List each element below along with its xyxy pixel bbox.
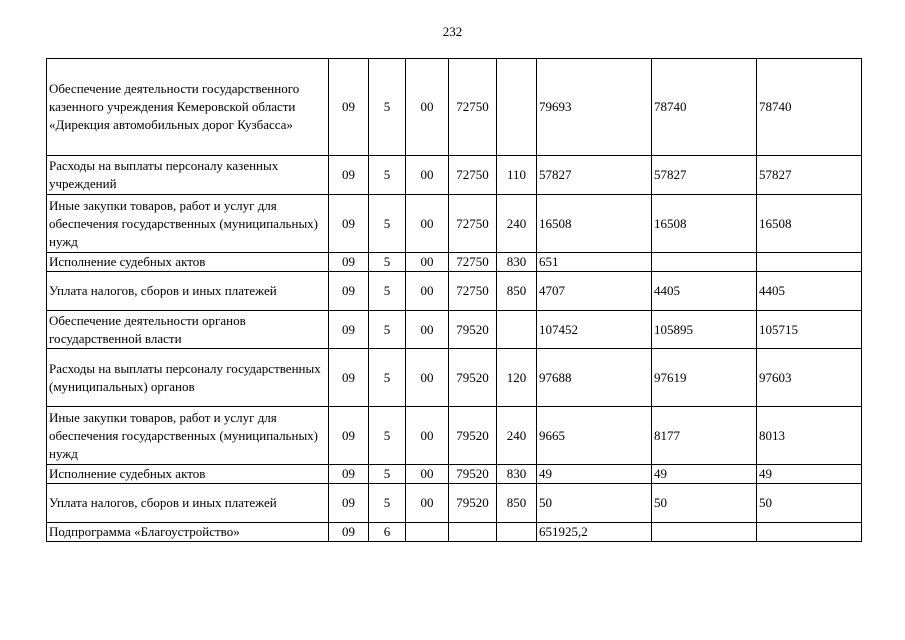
row-name: Иные закупки товаров, работ и услуг для обеспечения государственных (муниципальных) нужд <box>47 195 329 253</box>
subprogram-code: 00 <box>406 156 449 195</box>
section-code: 09 <box>329 272 369 311</box>
section-code: 09 <box>329 253 369 272</box>
page-number: 232 <box>442 24 463 39</box>
table-row <box>47 407 862 465</box>
section-code: 09 <box>329 523 369 542</box>
section-code: 09 <box>329 156 369 195</box>
expense-type-code <box>497 311 537 349</box>
row-name: Уплата налогов, сборов и иных платежей <box>47 272 329 311</box>
amount-year-2: 105895 <box>652 311 757 349</box>
subprogram-code: 00 <box>406 484 449 523</box>
direction-code: 79520 <box>449 311 497 349</box>
amount-year-2: 8177 <box>652 407 757 465</box>
program-code: 5 <box>369 465 406 484</box>
amount-year-3: 50 <box>757 484 862 523</box>
amount-year-3: 49 <box>757 465 862 484</box>
amount-year-2: 16508 <box>652 195 757 253</box>
amount-year-3: 78740 <box>757 59 862 156</box>
section-code: 09 <box>329 195 369 253</box>
subprogram-code: 00 <box>406 59 449 156</box>
section-code: 09 <box>329 349 369 407</box>
amount-year-3 <box>757 523 862 542</box>
direction-code: 72750 <box>449 156 497 195</box>
section-code: 09 <box>329 311 369 349</box>
amount-year-3: 57827 <box>757 156 862 195</box>
direction-code: 79520 <box>449 484 497 523</box>
table-row <box>47 156 862 195</box>
amount-year-2: 78740 <box>652 59 757 156</box>
section-code: 09 <box>329 59 369 156</box>
program-code: 5 <box>369 484 406 523</box>
program-code: 5 <box>369 59 406 156</box>
amount-year-1: 49 <box>537 465 652 484</box>
amount-year-1: 50 <box>537 484 652 523</box>
program-code: 5 <box>369 156 406 195</box>
direction-code: 79520 <box>449 407 497 465</box>
table-row <box>47 253 862 272</box>
subprogram-code: 00 <box>406 465 449 484</box>
row-name: Уплата налогов, сборов и иных платежей <box>47 484 329 523</box>
amount-year-2: 57827 <box>652 156 757 195</box>
expense-type-code: 830 <box>497 465 537 484</box>
amount-year-1: 107452 <box>537 311 652 349</box>
amount-year-3 <box>757 253 862 272</box>
amount-year-2: 49 <box>652 465 757 484</box>
expense-type-code: 830 <box>497 253 537 272</box>
section-code: 09 <box>329 465 369 484</box>
section-code: 09 <box>329 484 369 523</box>
direction-code <box>449 523 497 542</box>
expense-type-code: 850 <box>497 484 537 523</box>
row-name: Расходы на выплаты персоналу казенных учреждений <box>47 156 329 195</box>
direction-code: 72750 <box>449 253 497 272</box>
table-row <box>47 272 862 311</box>
amount-year-2: 97619 <box>652 349 757 407</box>
table-row <box>47 311 862 349</box>
table-row <box>47 349 862 407</box>
amount-year-1: 79693 <box>537 59 652 156</box>
program-code: 5 <box>369 253 406 272</box>
amount-year-1: 97688 <box>537 349 652 407</box>
program-code: 6 <box>369 523 406 542</box>
amount-year-3: 105715 <box>757 311 862 349</box>
amount-year-3: 97603 <box>757 349 862 407</box>
budget-table <box>46 58 862 542</box>
expense-type-code <box>497 59 537 156</box>
expense-type-code: 850 <box>497 272 537 311</box>
amount-year-2: 50 <box>652 484 757 523</box>
subprogram-code: 00 <box>406 195 449 253</box>
row-name: Обеспечение деятельности государственного казенного учреждения Кемеровской области «Дирекция автомобильных дорог Кузбасса» <box>47 59 329 156</box>
expense-type-code: 120 <box>497 349 537 407</box>
expense-type-code: 240 <box>497 407 537 465</box>
amount-year-1: 57827 <box>537 156 652 195</box>
row-name: Иные закупки товаров, работ и услуг для обеспечения государственных (муниципальных) нужд <box>47 407 329 465</box>
subprogram-code <box>406 523 449 542</box>
amount-year-1: 651 <box>537 253 652 272</box>
expense-type-code: 240 <box>497 195 537 253</box>
table-row <box>47 195 862 253</box>
amount-year-1: 16508 <box>537 195 652 253</box>
direction-code: 79520 <box>449 349 497 407</box>
table-row <box>47 465 862 484</box>
program-code: 5 <box>369 407 406 465</box>
program-code: 5 <box>369 195 406 253</box>
table-row <box>47 523 862 542</box>
subprogram-code: 00 <box>406 349 449 407</box>
program-code: 5 <box>369 311 406 349</box>
table-row <box>47 59 862 156</box>
program-code: 5 <box>369 349 406 407</box>
subprogram-code: 00 <box>406 253 449 272</box>
table-row <box>47 484 862 523</box>
direction-code: 79520 <box>449 465 497 484</box>
row-name: Исполнение судебных актов <box>47 253 329 272</box>
amount-year-1: 9665 <box>537 407 652 465</box>
amount-year-2: 4405 <box>652 272 757 311</box>
section-code: 09 <box>329 407 369 465</box>
amount-year-1: 4707 <box>537 272 652 311</box>
amount-year-2 <box>652 523 757 542</box>
amount-year-3: 16508 <box>757 195 862 253</box>
row-name: Расходы на выплаты персоналу государственных (муниципальных) органов <box>47 349 329 407</box>
subprogram-code: 00 <box>406 272 449 311</box>
expense-type-code: 110 <box>497 156 537 195</box>
amount-year-2 <box>652 253 757 272</box>
program-code: 5 <box>369 272 406 311</box>
row-name: Исполнение судебных актов <box>47 465 329 484</box>
amount-year-1: 651925,2 <box>537 523 652 542</box>
subprogram-code: 00 <box>406 407 449 465</box>
amount-year-3: 8013 <box>757 407 862 465</box>
subprogram-code: 00 <box>406 311 449 349</box>
direction-code: 72750 <box>449 59 497 156</box>
expense-type-code <box>497 523 537 542</box>
direction-code: 72750 <box>449 272 497 311</box>
amount-year-3: 4405 <box>757 272 862 311</box>
row-name: Подпрограмма «Благоустройство» <box>47 523 329 542</box>
direction-code: 72750 <box>449 195 497 253</box>
row-name: Обеспечение деятельности органов государственной власти <box>47 311 329 349</box>
